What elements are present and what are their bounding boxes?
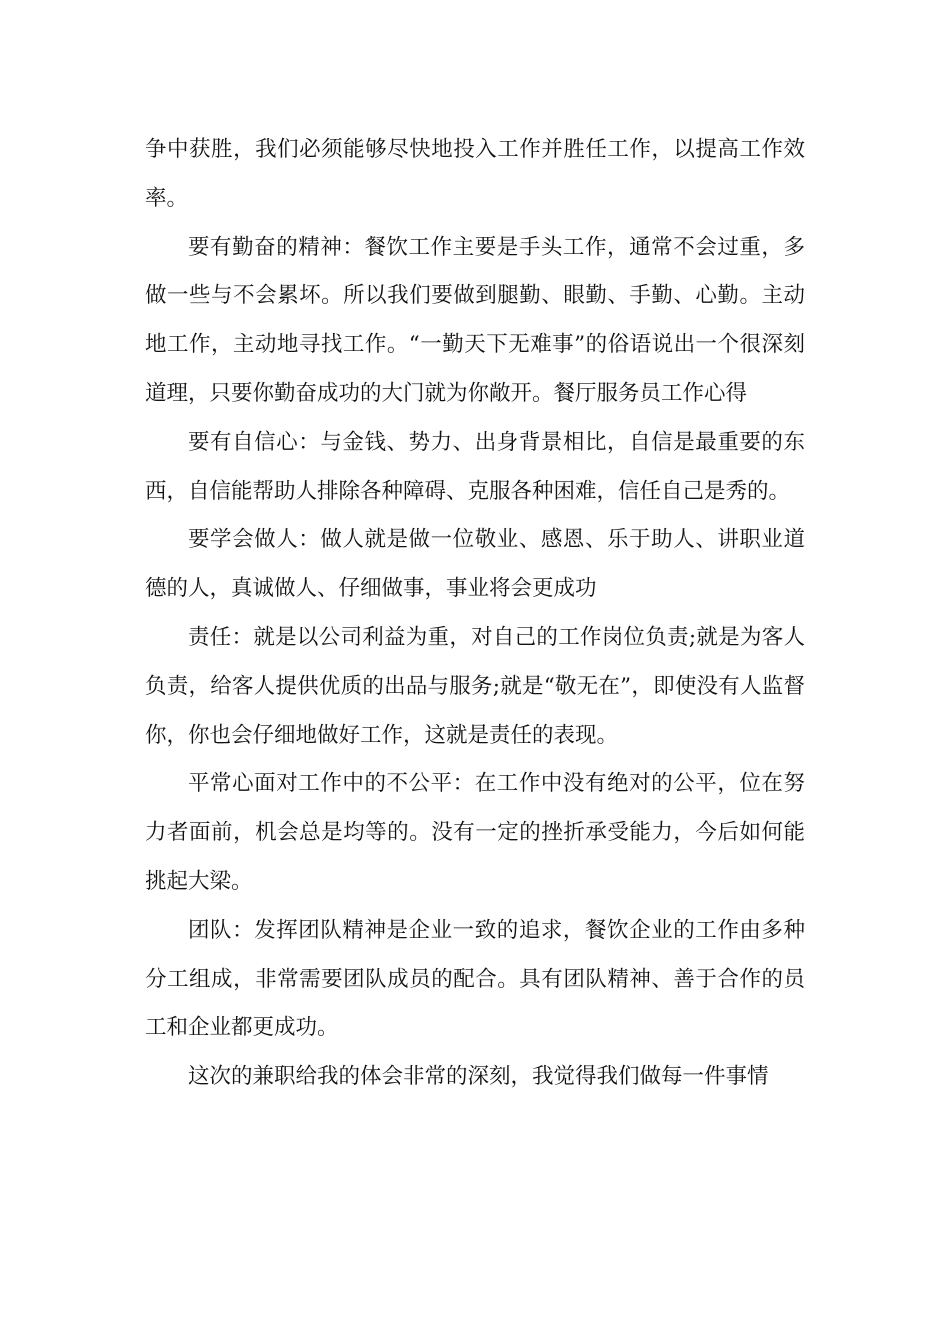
paragraph-4: 要学会做人：做人就是做一位敬业、感恩、乐于助人、讲职业道德的人，真诚做人、仔细做事，事业将会更成功 bbox=[145, 527, 805, 602]
paragraph-5: 责任：就是以公司利益为重，对自己的工作岗位负责;就是为客人负责，给客人提供优质的出品与服务;就是“敬无在”，即使没有人监督你，你也会仔细地做好工作，这就是责任的表现。 bbox=[145, 624, 805, 748]
paragraph-1: 争中获胜，我们必须能够尽快地投入工作并胜任工作，以提高工作效率。 bbox=[145, 137, 805, 211]
document-body bbox=[145, 126, 805, 1102]
paragraph-8: 这次的兼职给我的体会非常的深刻，我觉得我们做每一件事情 bbox=[188, 1064, 769, 1090]
paragraph-6: 平常心面对工作中的不公平：在工作中没有绝对的公平，位在努力者面前，机会总是均等的。没有一定的挫折承受能力，今后如何能挑起大梁。 bbox=[145, 771, 805, 894]
paragraph-3: 要有自信心：与金钱、势力、出身背景相比，自信是最重要的东西，自信能帮助人排除各种障碍、克服各种困难，信任自己是秀的。 bbox=[145, 429, 805, 504]
paragraph-7: 团队：发挥团队精神是企业一致的追求，餐饮企业的工作由多种分工组成，非常需要团队成员的配合。具有团队精神、善于合作的员工和企业都更成功。 bbox=[145, 917, 805, 1041]
paragraph-2: 要有勤奋的精神：餐饮工作主要是手头工作，通常不会过重，多做一些与不会累坏。所以我们要做到腿勤、眼勤、手勤、心勤。主动地工作，主动地寻找工作。“一勤天下无难事”的俗语说出一个很深刻道理，只要你勤奋成功的大门就为你敞开。餐厅服务员工作心得 bbox=[145, 234, 805, 406]
